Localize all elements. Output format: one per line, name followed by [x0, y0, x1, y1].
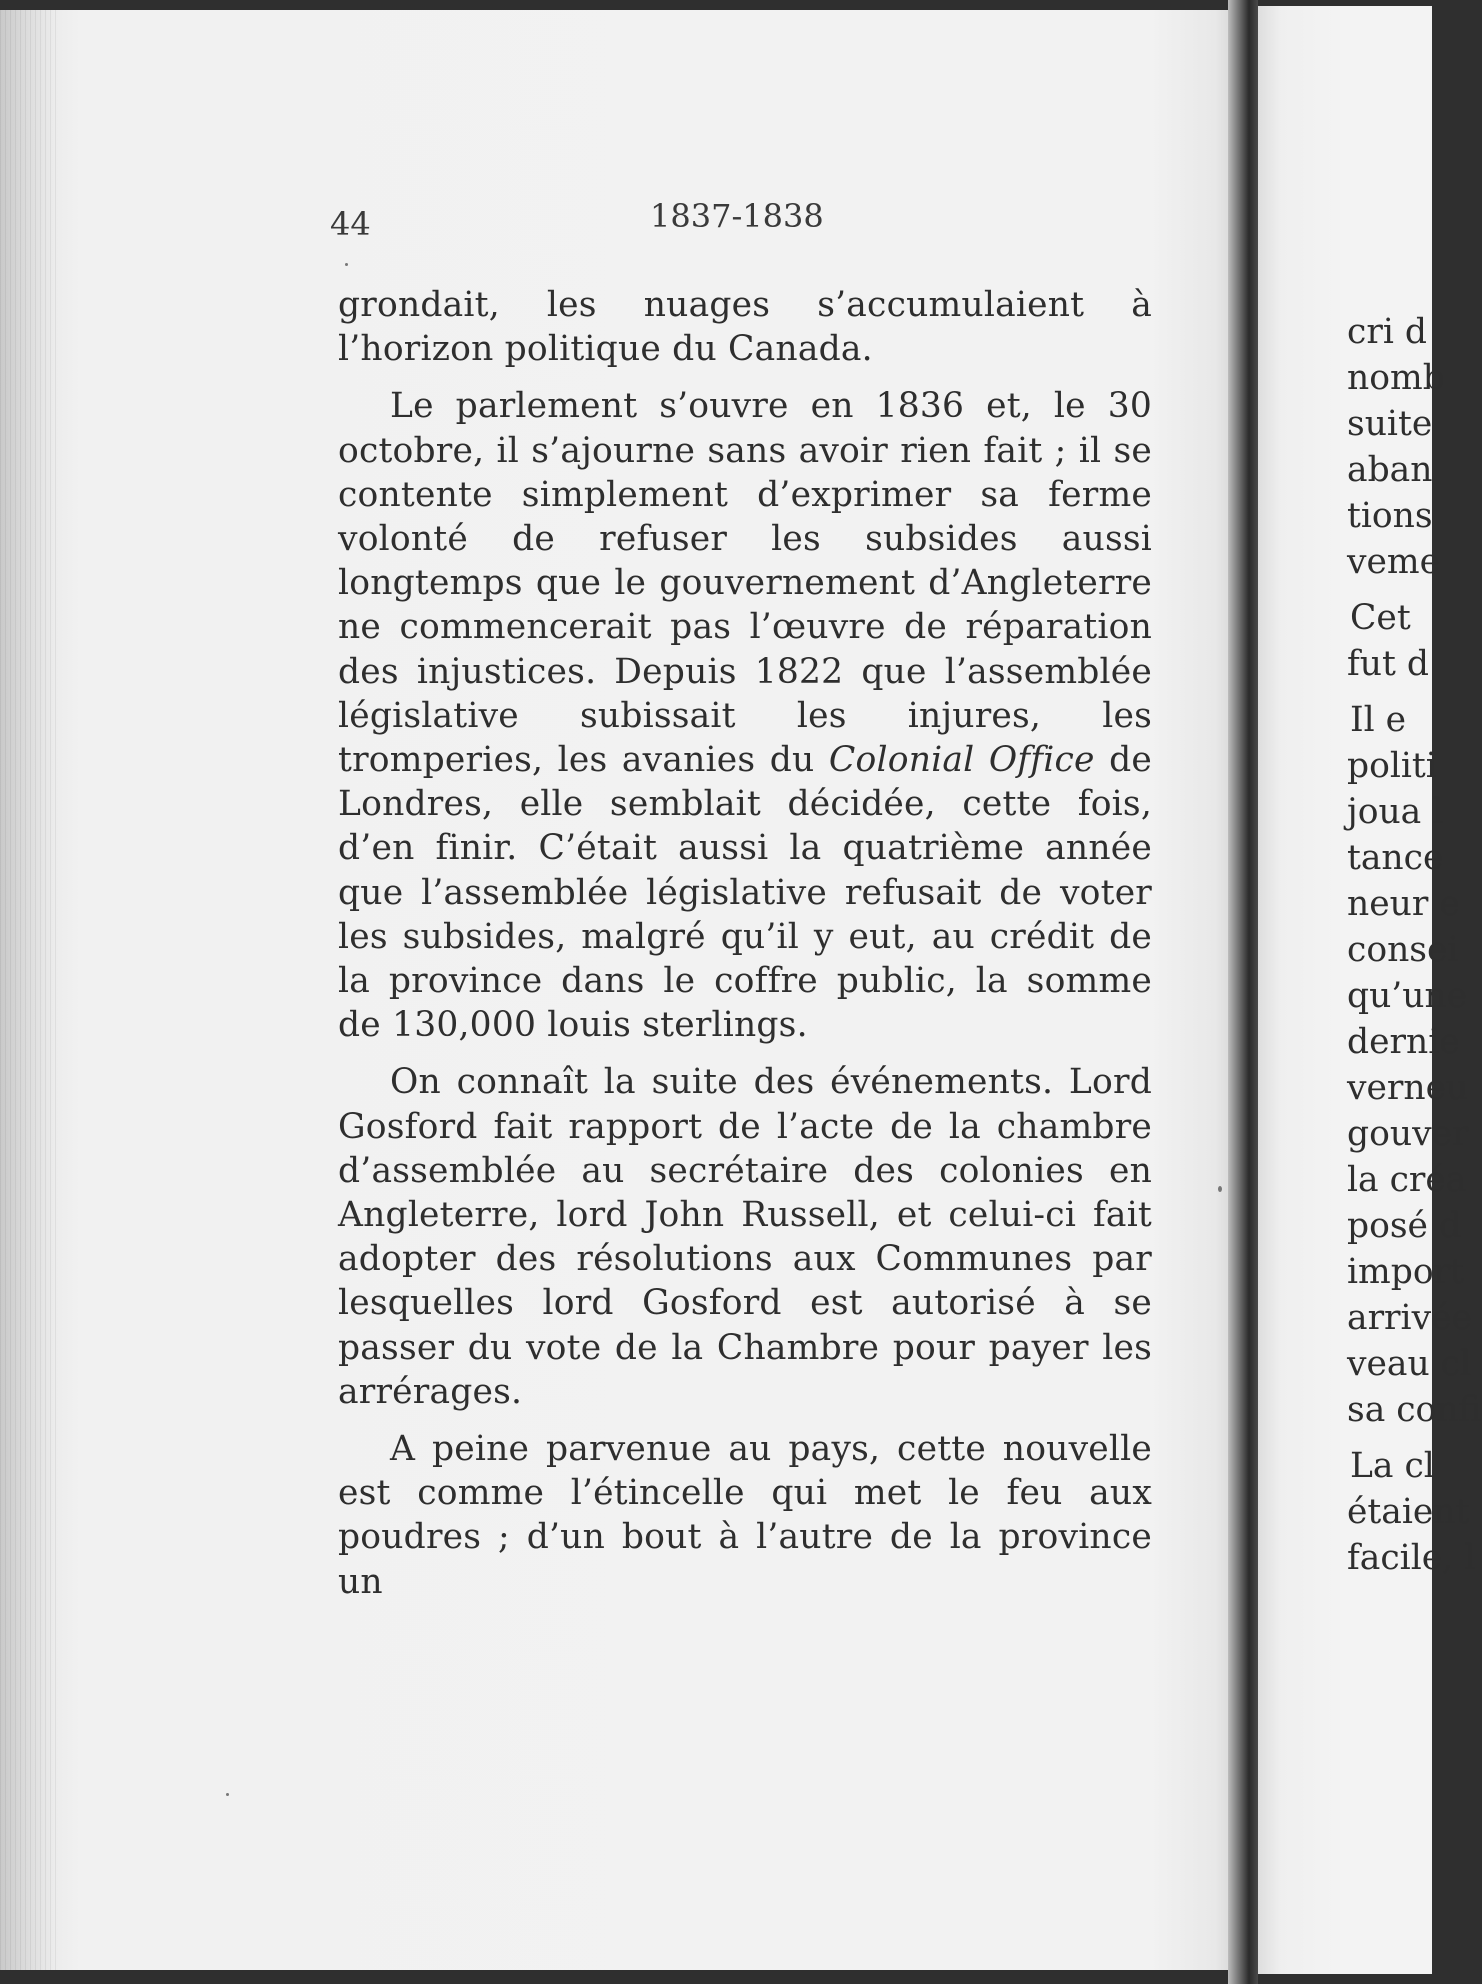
paper-speck — [345, 263, 348, 266]
right-page-line: import — [1347, 1252, 1464, 1292]
paragraph-4: A peine parvenue au pays, cette nouvelle est comme l’étincelle qui met le feu aux poudres ; d’un bout à l’autre de la province un — [338, 1429, 1152, 1602]
right-page-line: qu’une — [1347, 976, 1468, 1016]
right-page-line: nomb — [1347, 358, 1445, 398]
right-page-line: gouver — [1347, 1114, 1469, 1154]
right-page-line: aban — [1347, 450, 1433, 490]
right-page-line: Il e — [1350, 700, 1407, 740]
right-page-line: suite — [1347, 404, 1433, 444]
right-page-line: arrivée — [1347, 1298, 1472, 1338]
right-page-text — [1347, 312, 1482, 1592]
right-page-line: veau cl — [1347, 1344, 1472, 1384]
paragraph-2-part-1: Le parlement s’ouvre en 1836 et, le 30 octobre, il s’ajourne sans avoir rien fait ; il se contente simplement d’exprimer sa ferme volonté de refuser les subsides aussi longtemps que le gouvernement d’Angleterre ne commencerait pas l’œuvre de réparation des injustices. Depuis 1822 que l’assemblée législative subissait les injures, les tromperies, les avanies du — [338, 386, 1152, 781]
right-page-line: cri d — [1347, 312, 1427, 352]
right-page-line: posé d — [1347, 1206, 1462, 1246]
paragraph-1: grondait, les nuages s’accumulaient à l’horizon politique du Canada. — [338, 285, 1152, 370]
paragraph-2-part-2: de Londres, elle semblait décidée, cette fois, d’en finir. C’était aussi la quatrième année que l’assemblée législative refusait de voter les subsides, malgré qu’il y eut, au crédit de la province dans le coffre public, la somme de 130,000 louis sterlings. — [338, 740, 1153, 1046]
right-page-line: la créa — [1347, 1160, 1467, 1200]
paragraph-3: On connaît la suite des événements. Lord Gosford fait rapport de l’acte de la chambre d’assemblée au secrétaire des colonies en Angleterre, lord John Russell, et celui-ci fait adopter des résolutions aux Communes par lesquelles lord Gosford est autorisé à se passer du vote de la Chambre pour payer les arrérages. — [338, 1062, 1152, 1412]
right-page-line: fut d — [1347, 644, 1429, 684]
right-page-line: consei — [1347, 930, 1459, 970]
paper-speck — [226, 1793, 229, 1796]
paper-speck — [1218, 1186, 1222, 1192]
page-number: 44 — [330, 205, 371, 243]
page-edge-lines — [0, 10, 60, 1970]
right-page-line: sa confi — [1347, 1390, 1482, 1430]
right-page-line: verneu — [1347, 1068, 1469, 1108]
running-head — [330, 197, 1145, 255]
right-page-line: joua l — [1347, 792, 1444, 832]
right-page-line: politi — [1347, 746, 1437, 786]
book-gutter — [1228, 0, 1258, 1984]
header-title: 1837-1838 — [650, 197, 824, 235]
body-text — [338, 283, 1152, 1604]
italic-colonial-office: Colonial Office — [828, 740, 1095, 781]
paragraph-2 — [338, 384, 1152, 1047]
right-page-line: tions — [1347, 496, 1433, 536]
right-page-line: veme — [1347, 542, 1441, 582]
right-page-line: La cl — [1350, 1446, 1435, 1486]
right-page-line: neur e — [1347, 884, 1460, 924]
right-page-line: Cet — [1350, 598, 1411, 638]
right-page-line: étaient — [1347, 1492, 1470, 1532]
right-page-line: tance — [1347, 838, 1444, 878]
right-page-line: dernie — [1347, 1022, 1460, 1062]
right-page-line: facile, l — [1347, 1538, 1476, 1578]
